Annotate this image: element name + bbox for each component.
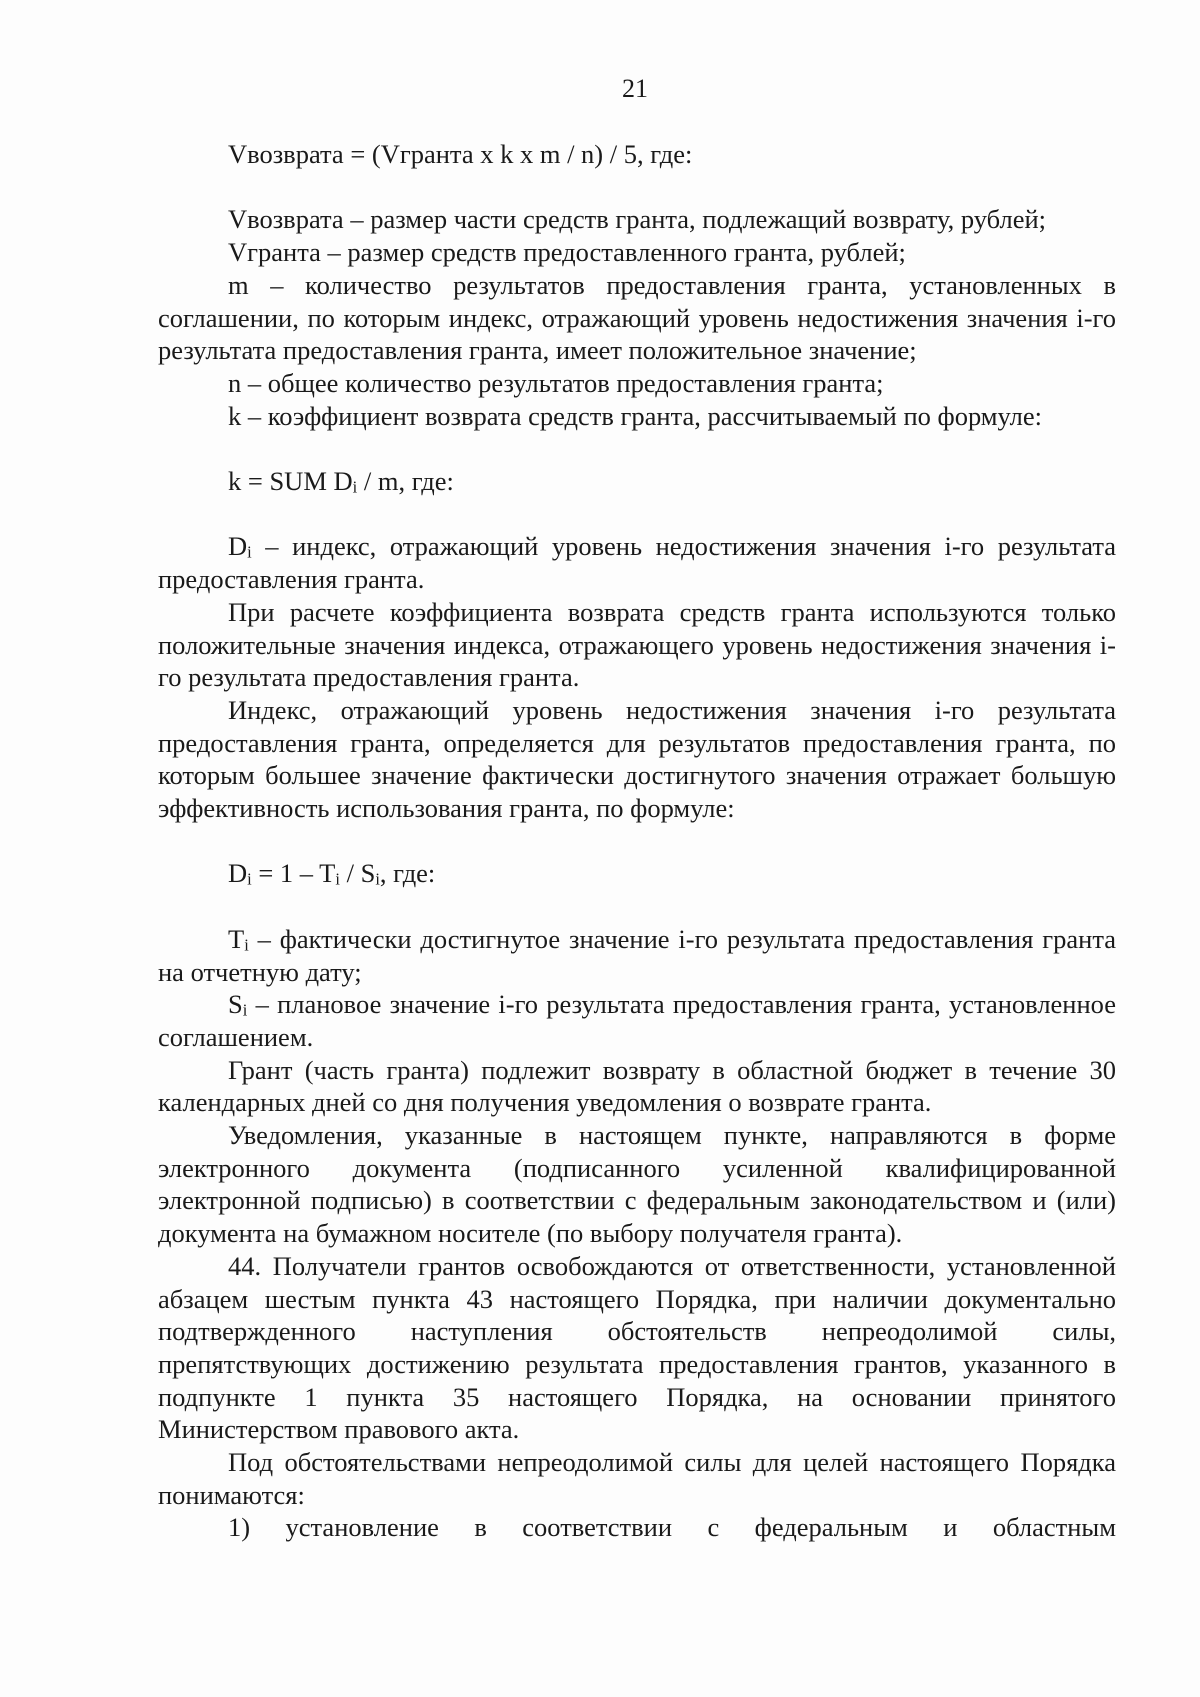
definition-ti-sub: i	[244, 935, 249, 955]
paragraph-notices: Уведомления, указанные в настоящем пункте, направляются в форме электронного документа (подписанного усиленной квалифицированной электронной подписью) в соответствии с федеральным законодательством и (или) документа на бумажном носителе (по выбору получателя гранта).	[158, 1120, 1116, 1249]
definition-ti-symbol: T	[228, 923, 245, 954]
page-number: 21	[622, 74, 648, 103]
definition-k: k – коэффициент возврата средств гранта, рассчитываемый по формуле:	[228, 400, 1042, 431]
spacer	[158, 890, 1116, 923]
formula-di	[158, 857, 1116, 890]
definition-di	[158, 530, 1116, 595]
definition-ti	[158, 923, 1116, 988]
definition-n: n – общее количество результатов предоставления гранта;	[228, 367, 884, 398]
formula-v-return: Vвозврата = (Vгранта x k x m / n) / 5, где:	[228, 139, 693, 169]
document-body	[158, 138, 1116, 1544]
definition-di-sub: i	[247, 542, 252, 562]
formula-k-prefix: k = SUM D	[228, 466, 353, 496]
definition-di-text: – индекс, отражающий уровень недостижения значения i-го результата предоставления гранта.	[158, 531, 1116, 595]
spacer	[158, 432, 1116, 465]
definition-di-symbol: D	[228, 531, 248, 562]
formula-di-a-sub: i	[247, 869, 252, 889]
definition-si-text: – плановое значение i-го результата предоставления гранта, установленное соглашением.	[158, 989, 1116, 1052]
formula-di-d: , где:	[379, 858, 436, 889]
formula-di-c-sub: i	[375, 869, 380, 889]
definition-v-grant: Vгранта – размер средств предоставленного гранта, рублей;	[228, 237, 906, 268]
formula-di-b-sub: i	[335, 869, 340, 889]
definition-si	[158, 988, 1116, 1053]
definition-m: m – количество результатов предоставления гранта, установленных в соглашении, по которым индекс, отражающий уровень недостижения значения i-го результата предоставления гранта, имеет положительное значение;	[158, 269, 1116, 366]
definition-ti-text: – фактически достигнутое значение i-го результата предоставления гранта на отчетную дату;	[158, 923, 1116, 987]
paragraph-44: 44. Получатели грантов освобождаются от ответственности, установленной абзацем шестым пункта 43 настоящего Порядка, при наличии документально подтвержденного наступления обстоятельств непреодолимой силы, препятствующих достижению результата предоставления грантов, указанного в подпункте 1 пункта 35 настоящего Порядка, на основании принятого Министерством правового акта.	[158, 1250, 1116, 1445]
spacer	[158, 498, 1116, 531]
paragraph-refund: Грант (часть гранта) подлежит возврату в областной бюджет в течение 30 календарных дней со дня получения уведомления о возврате гранта.	[158, 1054, 1116, 1118]
formula-k	[158, 465, 1116, 498]
spacer	[158, 825, 1116, 858]
definition-si-symbol: S	[228, 989, 243, 1020]
paragraph-index-formula: Индекс, отражающий уровень недостижения значения i-го результата предоставления гранта, определяется для результатов предоставления гранта, по которым большее значение фактически достигнутого значения отражает большую эффективность использования гранта, по формуле:	[158, 694, 1116, 824]
formula-k-sub: i	[352, 477, 358, 497]
formula-di-c: / S	[339, 858, 376, 889]
definition-si-sub: i	[242, 1000, 248, 1020]
paragraph-positive-values: При расчете коэффициента возврата средств гранта используются только положительные значения индекса, отражающего уровень недостижения значения i-го результата предоставления гранта.	[158, 596, 1116, 693]
formula-di-a: D	[228, 858, 248, 889]
paragraph-force-majeure: Под обстоятельствами непреодолимой силы для целей настоящего Порядка понимаются:	[158, 1447, 1116, 1510]
formula-di-b: = 1 – T	[251, 858, 336, 889]
formula-k-suffix: / m, где:	[357, 466, 454, 496]
paragraph-item-1: 1) установление в соответствии с федеральным и областным	[228, 1512, 1116, 1543]
definition-v-return: Vвозврата – размер части средств гранта, подлежащий возврату, рублей;	[228, 204, 1047, 235]
spacer	[158, 171, 1116, 204]
